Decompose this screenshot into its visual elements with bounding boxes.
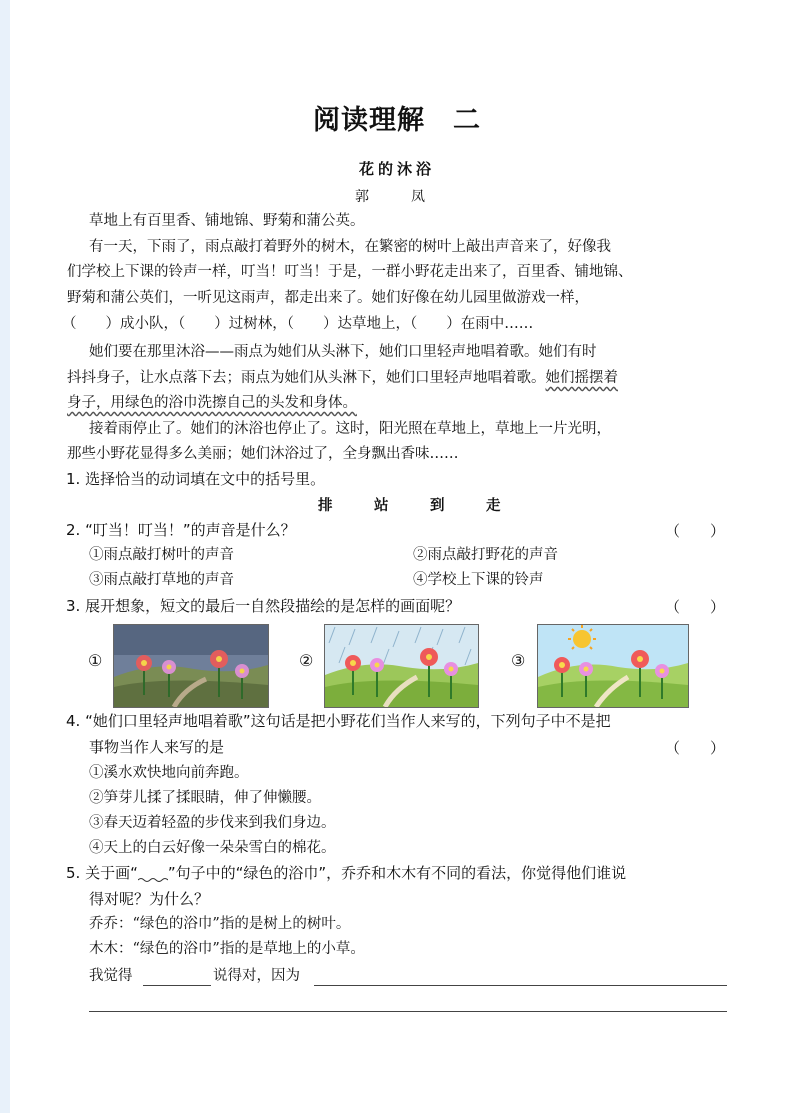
picture-rainy-dusk[interactable]: [113, 624, 269, 708]
answer-paren[interactable]: （ ）: [665, 522, 726, 540]
option[interactable]: ②笋芽儿揉了揉眼睛，伸了伸懒腰。: [89, 790, 321, 806]
name-blank[interactable]: [143, 985, 211, 986]
picture-sunny[interactable]: [537, 624, 689, 708]
passage-line: 有一天，下雨了，雨点敲打着野外的树木，在繁密的树叶上敲出声音来了，好像我: [89, 239, 611, 255]
reason-blank-line2[interactable]: [89, 1011, 727, 1012]
passage-line: 们学校上下课的铃声一样，叮当！叮当！于是，一群小野花走出来了，百里香、铺地锦、: [67, 264, 633, 280]
wavy-underlined-text: 她们摇摆着: [545, 370, 618, 386]
question-2: 2. “叮当！叮当！”的声音是什么？: [66, 521, 296, 539]
question-5: [66, 863, 626, 883]
verb-choice: 走: [486, 497, 501, 514]
option[interactable]: ③雨点敲打草地的声音: [89, 572, 234, 588]
reason-blank[interactable]: [314, 985, 727, 986]
passage-line: 她们要在那里沐浴——雨点为她们从头淋下，她们口里轻声地唱着歌。她们有时: [89, 344, 597, 360]
verb-choice: 站: [374, 497, 389, 514]
option[interactable]: ③春天迈着轻盈的步伐来到我们身边。: [89, 815, 336, 831]
passage-title: 花的沐浴: [358, 160, 435, 178]
option[interactable]: ④学校上下课的铃声: [413, 572, 544, 588]
verb-choice: 排: [318, 497, 333, 514]
wavy-underlined-text: 身子，用绿色的浴巾洗擦自己的头发和身体。: [67, 395, 357, 411]
page-title: 阅读理解 二: [313, 105, 481, 136]
passage-line: [67, 393, 357, 413]
mumu-opinion: 木木：“绿色的浴巾”指的是草地上的小草。: [89, 941, 365, 957]
wavy-line-sample: [138, 867, 168, 881]
verb-choices: [318, 494, 542, 515]
passage-author: 郭 凤: [355, 189, 439, 205]
verb-choice: 到: [430, 497, 445, 514]
picture-raining[interactable]: [324, 624, 479, 708]
picture-marker: ②: [299, 651, 314, 670]
answer-paren[interactable]: （ ）: [665, 739, 726, 757]
question-5-text-a: 5. 关于画“: [66, 864, 138, 882]
passage-line: 那些小野花显得多么美丽；她们沐浴过了，全身飘出香味……: [67, 446, 459, 462]
question-4: 4. “她们口里轻声地唱着歌”这句话是把小野花们当作人来写的，下列句子中不是把: [66, 712, 611, 730]
option[interactable]: ①溪水欢快地向前奔跑。: [89, 765, 249, 781]
option[interactable]: ①雨点敲打树叶的声音: [89, 547, 234, 563]
qiaoqiao-opinion: 乔乔：“绿色的浴巾”指的是树上的树叶。: [89, 916, 351, 932]
picture-marker: ③: [511, 651, 526, 670]
passage-line: [67, 368, 618, 388]
question-1: 1. 选择恰当的动词填在文中的括号里。: [66, 470, 326, 488]
option[interactable]: ④天上的白云好像一朵朵雪白的棉花。: [89, 840, 336, 856]
answer-paren[interactable]: （ ）: [665, 598, 726, 616]
question-5-text-b: ”句子中的“绿色的浴巾”，乔乔和木木有不同的看法，你觉得他们谁说: [167, 864, 627, 882]
question-5-line2: 得对呢？为什么？: [89, 890, 210, 908]
option[interactable]: ②雨点敲打野花的声音: [413, 547, 558, 563]
passage-line: 草地上有百里香、铺地锦、野菊和蒲公英。: [89, 213, 365, 229]
answer-prompt-b: 说得对，因为: [213, 968, 300, 984]
picture-marker: ①: [88, 651, 103, 670]
answer-prompt-a: 我觉得: [89, 968, 133, 984]
passage-line-blanks: （ ）成小队，（ ）过树林，（ ）达草地上，（ ）在雨中……: [62, 316, 534, 332]
passage-text: 抖抖身子，让水点落下去；雨点为她们从头淋下，她们口里轻声地唱着歌。: [67, 370, 546, 386]
passage-line: 接着雨停止了。她们的沐浴也停止了。这时，阳光照在草地上，草地上一片光明，: [89, 421, 611, 437]
question-3: 3. 展开想象，短文的最后一自然段描绘的是怎样的画面呢？: [66, 597, 461, 615]
passage-line: 野菊和蒲公英们，一听见这雨声，都走出来了。她们好像在幼儿园里做游戏一样，: [67, 290, 589, 306]
question-4-line2: 事物当作人来写的是: [89, 738, 225, 756]
